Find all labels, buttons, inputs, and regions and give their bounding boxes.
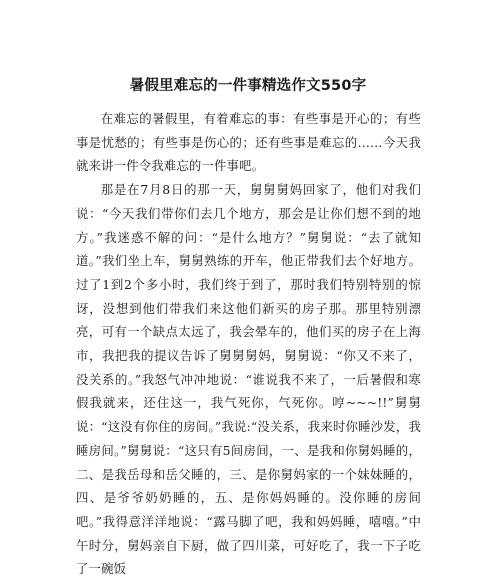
document-body xyxy=(76,107,421,581)
document-title: 暑假里难忘的一件事精选作文550字 xyxy=(129,78,367,94)
paragraph-intro: 在难忘的暑假里，有着难忘的事：有些事是开心的；有些事是忧愁的；有些事是伤心的；还有些事是难忘的……今天我就来讲一件令我难忘的一件事吧。 xyxy=(76,111,421,174)
paragraph-story: 那是在7月8日的那一天，舅舅舅妈回家了，他们对我们说：“今天我们带你们去几个地方，那会是让你们想不到的地方。”我迷惑不解的问：“是什么地方？”舅舅说：“去了就知道。”我们坐上车，舅舅熟练的开车，他正带我们去个好地方。过了1到2个多小时，我们终于到了，那时我们特别特别的惊讶，没想到他们带我们来这他们新买的房子那。那里特别漂亮，可有一个缺点太远了，我会晕车的，他们买的房子在上海市，我把我的提议告诉了舅舅舅妈，舅舅说：“你又不来了，没关系的。”我怒气冲冲地说：“谁说我不来了，一后暑假和寒假我就来，还住这一，我气死你，气死你。哼~~~!!”舅舅说：“这没有你住的房间。”我说:“没关系，我来时你睡沙发，我睡房间。”舅舅说：“这只有5间房间，一、是我和你舅妈睡的，二、是我岳母和岳父睡的，三、是你舅妈家的一个妹妹睡的，四、是爷爷奶奶睡的，五、是你妈妈睡的。没你睡的房间吧。”我得意洋洋地说：“露马脚了吧，我和妈妈睡，嘻嘻。”中午时分，舅妈亲自下厨，做了四川菜，可好吃了，我一下子吃了一碗饭 xyxy=(76,182,421,577)
